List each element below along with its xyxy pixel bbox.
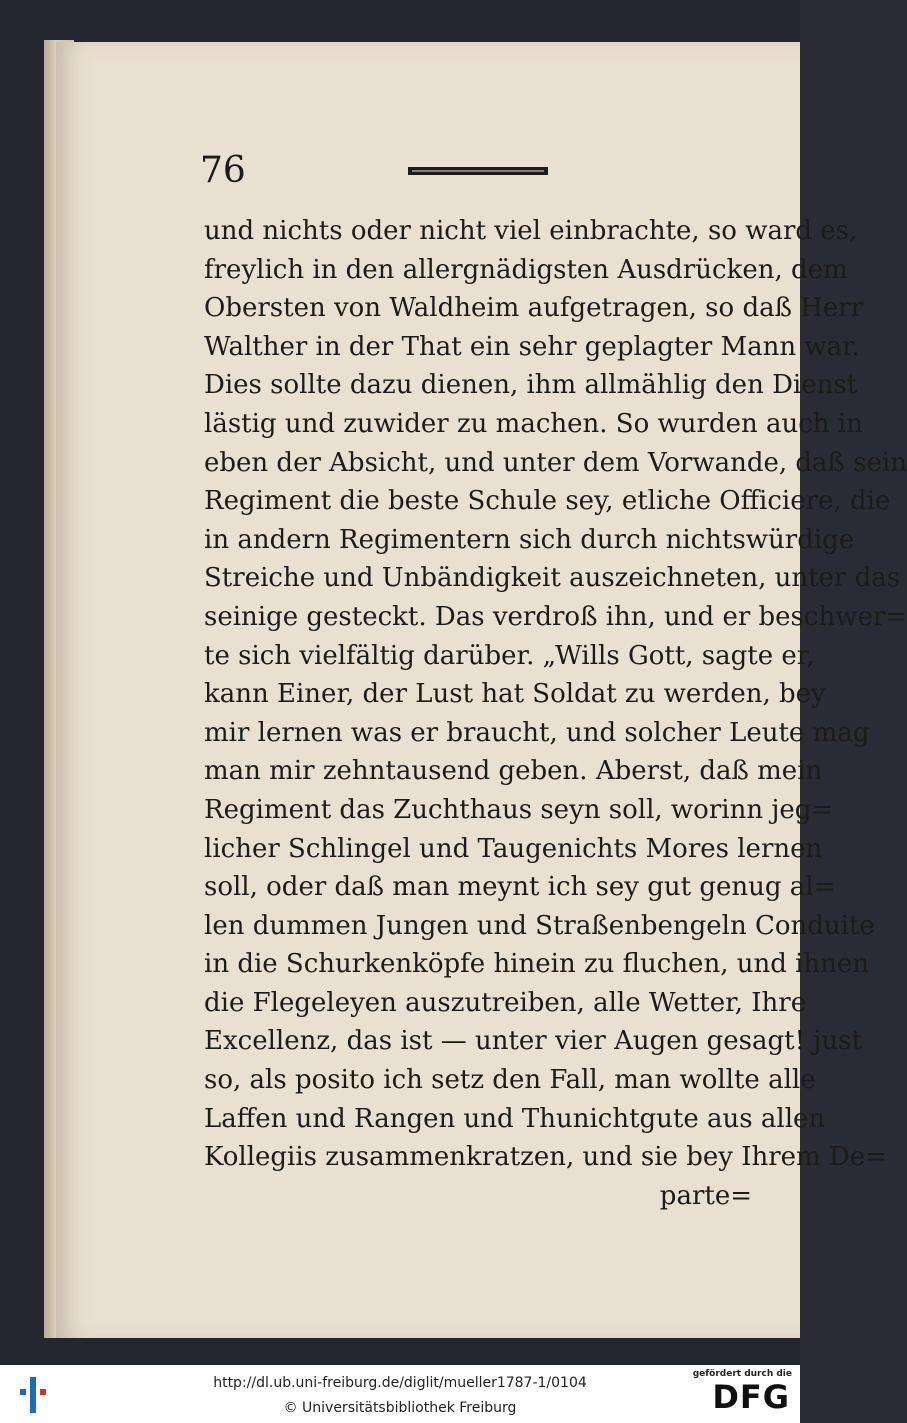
text-line: Walther in der That ein sehr geplagter Mann war. bbox=[204, 331, 860, 362]
header-ornament bbox=[408, 164, 548, 178]
text-line: Regiment das Zuchthaus seyn soll, worinn jeg= bbox=[204, 794, 834, 825]
dfg-caption: gefördert durch die bbox=[692, 1369, 792, 1379]
text-line: eben der Absicht, und unter dem Vorwande, daß sein bbox=[204, 447, 907, 478]
text-line: kann Einer, der Lust hat Soldat zu werden, bey bbox=[204, 679, 826, 710]
text-line: soll, oder daß man meynt ich sey gut genug al= bbox=[204, 872, 836, 903]
dfg-logo: DFG bbox=[712, 1378, 790, 1416]
text-line: in die Schurkenköpfe hinein zu fluchen, und ihnen bbox=[204, 949, 870, 980]
text-line: die Flegeleyen auszutreiben, alle Wetter, Ihre bbox=[204, 987, 807, 1018]
text-line: parte= bbox=[659, 1180, 752, 1211]
text-line: Regiment die beste Schule sey, etliche Officiere, die bbox=[204, 486, 891, 517]
page-number: 76 bbox=[200, 150, 246, 191]
text-line: Streiche und Unbändigkeit auszeichneten, unter das bbox=[204, 563, 901, 594]
footer-url[interactable]: http://dl.ub.uni-freiburg.de/diglit/mueller1787-1/0104 bbox=[213, 1375, 587, 1391]
text-line: Dies sollte dazu dienen, ihm allmählig den Dienst bbox=[204, 370, 858, 401]
page-text bbox=[204, 212, 907, 1215]
text-line: mir lernen was er braucht, und solcher Leute mag bbox=[204, 717, 870, 748]
footer-copyright: © Universitätsbibliothek Freiburg bbox=[283, 1400, 517, 1416]
text-line: lästig und zuwider zu machen. So wurden auch in bbox=[204, 408, 863, 439]
text-line: man mir zehntausend geben. Aberst, daß mein bbox=[204, 756, 823, 787]
text-line: Excellenz, das ist — unter vier Augen gesagt! just bbox=[204, 1026, 862, 1057]
text-line: Obersten von Waldheim aufgetragen, so daß Herr bbox=[204, 293, 864, 324]
text-line: in andern Regimentern sich durch nichtswürdige bbox=[204, 524, 855, 555]
text-line: Kollegiis zusammenkratzen, und sie bey Ihrem De= bbox=[204, 1142, 887, 1173]
text-line: seinige gesteckt. Das verdroß ihn, und er beschwer= bbox=[204, 601, 907, 632]
text-line: len dummen Jungen und Straßenbengeln Conduite bbox=[204, 910, 875, 941]
text-line: licher Schlingel und Taugenichts Mores lernen bbox=[204, 833, 823, 864]
text-line: so, als posito ich setz den Fall, man wollte alle bbox=[204, 1065, 816, 1096]
text-line: freylich in den allergnädigsten Ausdrücken, dem bbox=[204, 254, 848, 285]
text-line: Laffen und Rangen und Thunichtgute aus allen bbox=[204, 1103, 826, 1134]
text-line: te sich vielfältig darüber. „Wills Gott, sagte er, bbox=[204, 640, 815, 671]
footer-bar bbox=[0, 1365, 800, 1423]
text-line: und nichts oder nicht viel einbrachte, so ward es, bbox=[204, 216, 858, 246]
